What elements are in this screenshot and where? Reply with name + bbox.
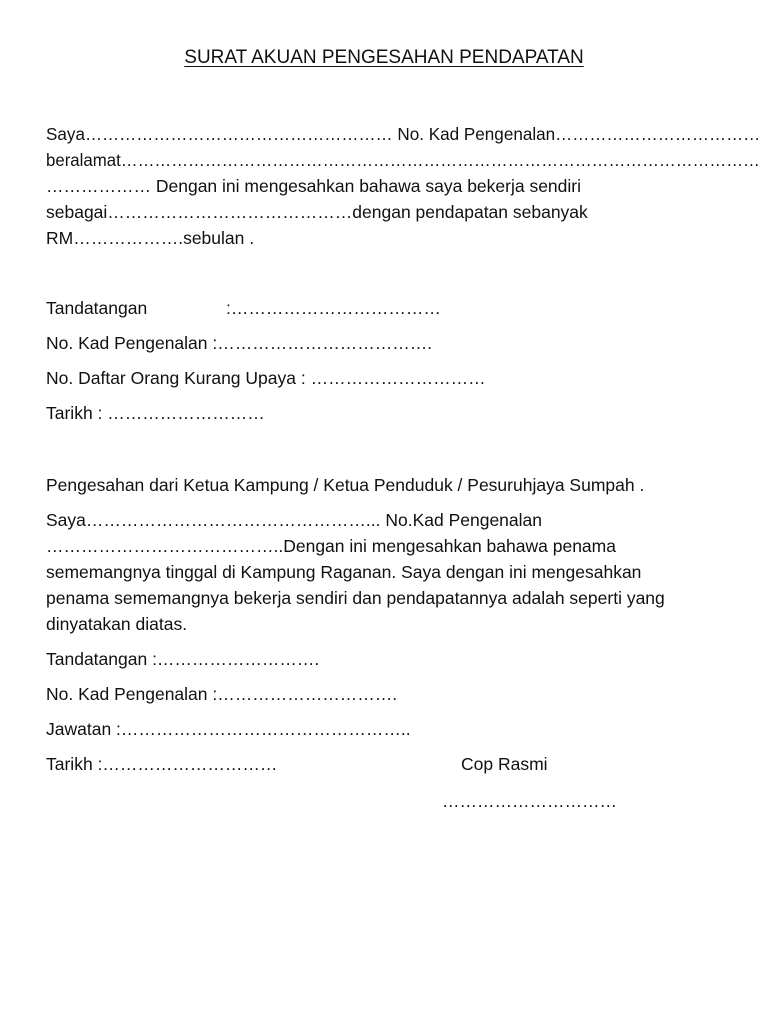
endorser-date-field: Tarikh :………………………… <box>46 754 278 774</box>
endorsement-line-4: penama sememangnya bekerja sendiri dan pendapatannya adalah seperti yang <box>46 588 665 608</box>
declaration-line-4: sebagai……………………………………dengan pendapatan sebanyak <box>46 202 588 222</box>
endorsement-heading: Pengesahan dari Ketua Kampung / Ketua Penduduk / Pesuruhjaya Sumpah . <box>46 475 645 495</box>
official-stamp-line: ………………………… <box>442 791 617 811</box>
document-title: SURAT AKUAN PENGESAHAN PENDAPATAN <box>184 47 584 68</box>
applicant-registry-field: No. Daftar Orang Kurang Upaya : ………………………… <box>46 368 486 388</box>
endorser-signature-field: Tandatangan :………………………. <box>46 649 320 669</box>
endorser-position-field: Jawatan :………………………………………….. <box>46 719 411 739</box>
applicant-date-field: Tarikh : ……………………… <box>46 403 265 423</box>
official-stamp-label: Cop Rasmi <box>461 754 548 774</box>
applicant-signature-label: Tandatangan <box>46 298 148 318</box>
endorsement-line-1: Saya…………………………………………... No.Kad Pengenalan <box>46 510 542 530</box>
declaration-line-5: RM……………….sebulan . <box>46 228 255 248</box>
declaration-line-2: beralamat…………………………………………………………………………………………………… <box>46 150 760 170</box>
declaration-line-3: ……………… Dengan ini mengesahkan bahawa saya bekerja sendiri <box>46 176 581 196</box>
applicant-signature-field: :……………………………… <box>226 298 441 318</box>
endorsement-line-3: sememangnya tinggal di Kampung Raganan. Saya dengan ini mengesahkan <box>46 562 642 582</box>
declaration-line-1: Saya……………………………………………… No. Kad Pengenalan……………………………… <box>46 124 761 144</box>
applicant-ic-field: No. Kad Pengenalan :………………………………. <box>46 333 433 353</box>
endorser-ic-field: No. Kad Pengenalan :…………………………. <box>46 684 398 704</box>
endorsement-line-5: dinyatakan diatas. <box>46 614 188 634</box>
endorsement-line-2: …………………………………..Dengan ini mengesahkan bahawa penama <box>46 536 616 556</box>
